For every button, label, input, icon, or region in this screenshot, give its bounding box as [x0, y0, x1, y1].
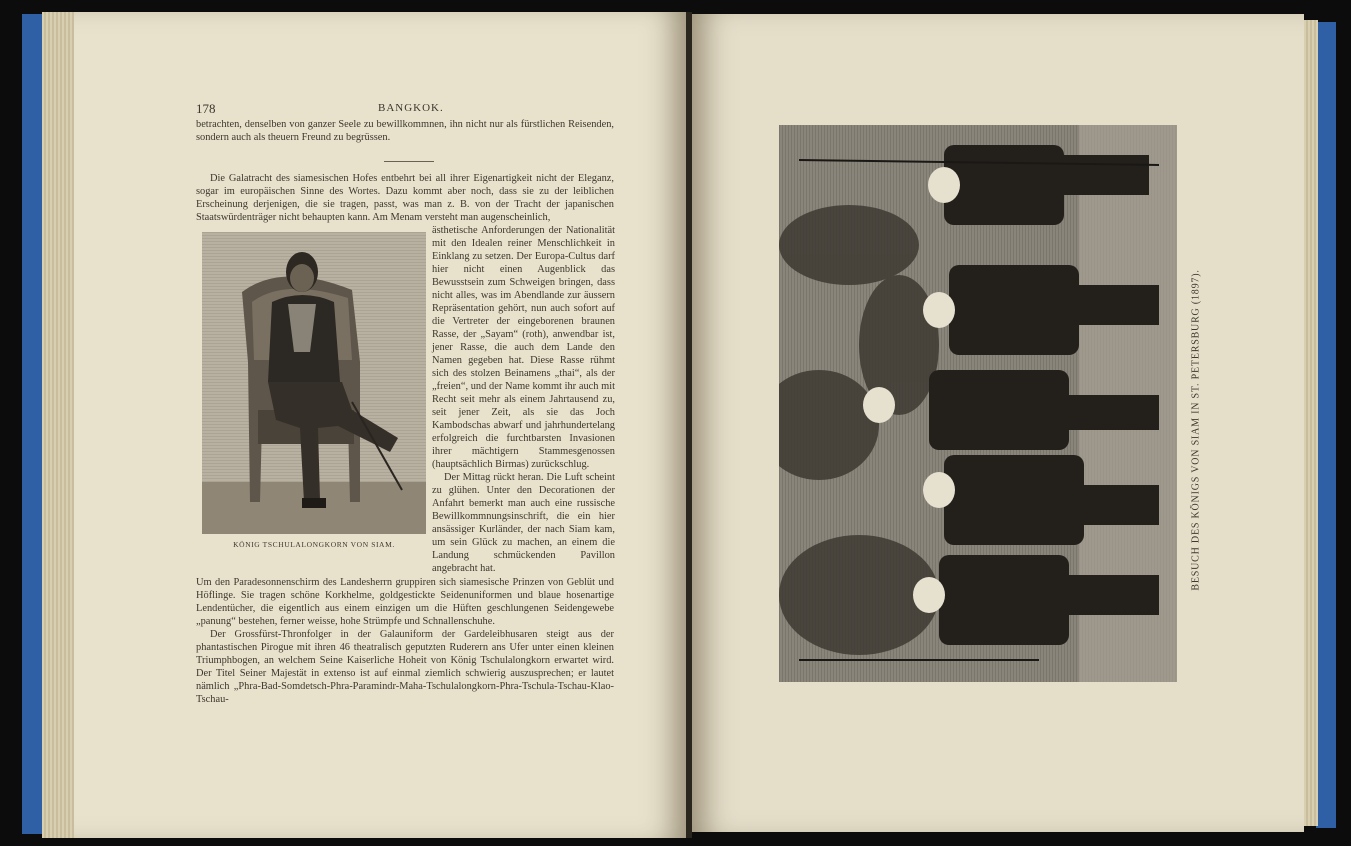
king-portrait-illustration: [202, 232, 426, 534]
paragraph-midday: Der Mittag rückt heran. Die Luft scheint zu glühen. Unter den Decorationen der Anfahrt bemerkt man auch eine russische Bewillkommnungsinschrift, die ein hier ansässiger Kurländer, der nach Siam kam, um sein Glück zu machen, an einem die Landung schmückenden Pavillon angebracht hat.: [432, 472, 615, 574]
paragraph-intro-text: betrachten, denselben von ganzer Seele zu bewillkommnen, ihn nicht nur als fürstlichen Reisenden, sondern auch als theuern Freund zu begrüssen.: [196, 119, 614, 143]
paragraph-column: [432, 224, 615, 575]
book-gutter: [686, 12, 692, 838]
engraving-side-caption-text: BESUCH DES KÖNIGS VON SIAM IN ST. PETERSBURG (1897).: [1190, 269, 1202, 591]
visit-engraving-illustration: [779, 125, 1177, 682]
paragraph-parasol-text: Um den Paradesonnenschirm des Landesherrn gruppiren sich siamesische Prinzen von Geblüt und Höflinge. Sie tragen schöne Korkhelme, goldgestickte Seidenuniformen und blaue hosenartige Lendentücher, die eigentlich aus einem einzigen um die Hüften geschlungenen Seidengewebe „panung“ bestehen, ferner weisse, hohe Strümpfe und Schnallenschuhe.: [196, 577, 614, 627]
paragraph-intro: [196, 118, 614, 144]
paragraph-court-dress-text: Die Galatracht des siamesischen Hofes entbehrt bei all ihrer Eigenartigkeit nicht der Eleganz, sogar im europäischen Sinne des Wortes. Dazu kommt aber noch, dass sie zu der leiblichen Erscheinung derjenigen, die sie tragen, passt, was man z. B. von der Tracht der japanischen Staatswürdenträger nicht behaupten kann. Am Menam versteht man augenscheinlich,: [196, 173, 614, 223]
paragraph-grand-duke: Der Grossfürst-Thronfolger in der Galauniform der Gardeleibhusaren steigt aus der phantastischen Pirogue mit ihren 46 theatralisch geputzten Ruderern ans Ufer unter einen kleinen Triumphbogen, an welchem Seine Kaiserliche Hoheit von König Tschulalongkorn erwartet wird. Der Titel Seiner Majestät in extenso ist auf einmal ziemlich schwierig auszusprechen; er lautet nämlich „Phra-Bad-Somdetsch-Phra-Paramindr-Maha-Tschulalongkorn-Phra-Tschula-Tschau-Klao-Tschau-: [196, 629, 614, 705]
portrait-caption: KÖNIG TSCHULALONGKORN VON SIAM.: [233, 540, 395, 549]
section-divider: [384, 161, 434, 162]
paragraph-nationality: ästhetische Anforderungen der Nationalität mit den Idealen reiner Menschlichkeit in Einklang zu setzen. Der Europa-Cultus darf hier nicht einen Augenblick das Bewusstsein zum Schweigen bringen, dass nicht alles, was im Abendlande zur äussern Repräsentation gehört, nun auch sofort auf die Vertreter der eingeborenen braunen Rasse, der „Sayam“ (roth), anwendbar ist, jener Rasse, die auch dem Lande den Namen gegeben hat. Diese Rasse rühmt sich des stolzen Beinamens „thai“, als der „freien“, und der Name kommt ihr auch mit Recht seit mehr als einem Jahrtausend zu, seit jener Zeit, als sie das Joch Kambodschas abwarf und jahrhundertelang erfolgreich die furchtbarsten Invasionen ihrer mächtigern Stammesgenossen (hauptsächlich Birmas) zurückschlug.: [432, 225, 615, 470]
running-head: BANGKOK.: [378, 102, 444, 114]
page-number: 178: [196, 101, 216, 116]
book-cover-right: [1316, 22, 1336, 828]
paragraph-parasol: [196, 576, 614, 706]
paragraph-court-dress: [196, 172, 614, 224]
